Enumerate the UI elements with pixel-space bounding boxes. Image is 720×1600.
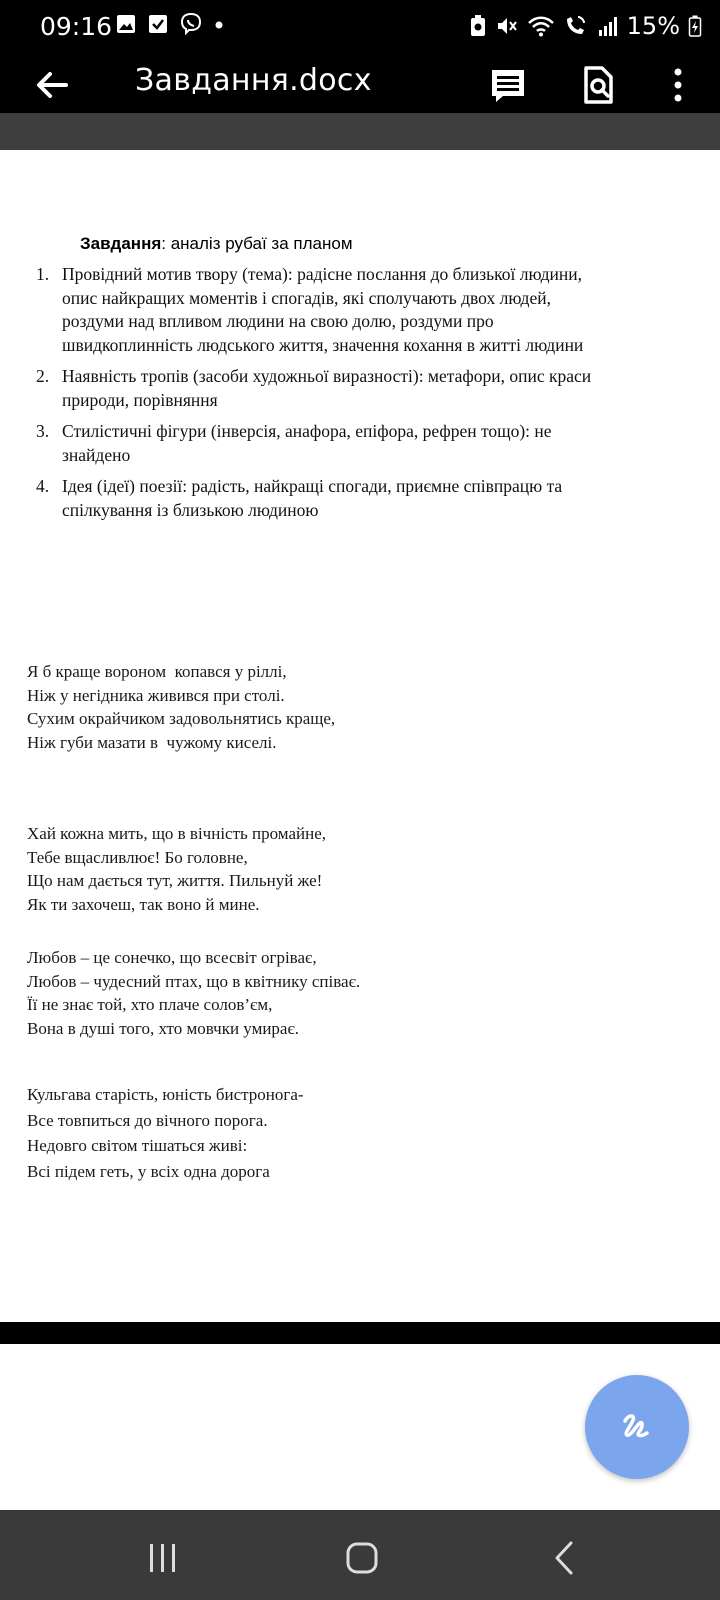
plan-item-number: 4. xyxy=(36,476,50,496)
gallery-icon xyxy=(115,13,137,35)
document-page xyxy=(0,150,720,1322)
plan-item xyxy=(36,475,686,522)
plan-line: знайдено xyxy=(62,444,131,465)
recents-icon[interactable] xyxy=(143,1538,183,1578)
system-icons xyxy=(469,12,702,40)
task-heading-text: : аналіз рубаї за планом xyxy=(161,234,353,253)
plan-line: Ідея (ідеї) поезії: радість, найкращі спогади, приємне співпрацю та xyxy=(62,476,563,496)
battery-saver-icon xyxy=(469,14,487,38)
task-heading-bold: Завдання xyxy=(80,234,162,253)
plan-line: спілкування із близькою людиною xyxy=(62,499,319,520)
status-time: 09:16 xyxy=(40,12,113,41)
battery-percent: 15% xyxy=(626,12,680,40)
viber-icon xyxy=(179,12,203,36)
verse-line: Вона в душі того, хто мовчки умирає. xyxy=(27,1018,300,1038)
verse-line: Кульгава старість, юність бистронога- xyxy=(27,1085,304,1104)
verse-line: Ніж губи мазати в чужому киселі. xyxy=(27,732,277,752)
verse-line: Ніж у негідника живився при столі. xyxy=(27,685,285,705)
check-icon xyxy=(147,13,169,35)
stanza-4 xyxy=(27,1082,304,1184)
plan-line: Провідний мотив твору (тема): радісне послання до близької людини, xyxy=(62,264,583,284)
mute-icon xyxy=(495,14,519,38)
plan-line: Наявність тропів (засоби художньої виразності): метафори, опис краси xyxy=(62,366,592,386)
verse-line: Хай кожна мить, що в вічність промайне, xyxy=(27,824,326,843)
battery-icon xyxy=(688,14,702,38)
verse-line: Її не знає той, хто плаче солов’єм, xyxy=(27,995,273,1014)
verse-line: Тебе вщасливлює! Бо головне, xyxy=(27,847,248,867)
back-nav-icon[interactable] xyxy=(547,1538,587,1578)
plan-item-number: 1. xyxy=(36,264,50,284)
plan-line: природи, порівняння xyxy=(62,389,218,410)
verse-line: Недовго світом тішаться живі: xyxy=(27,1136,248,1155)
toolbar-divider xyxy=(0,113,720,150)
verse-line: Любов – чудесний птах, що в квітнику співає. xyxy=(27,971,361,991)
app-bar xyxy=(0,55,720,113)
plan-line: опис найкращих моментів і спогадів, які сполучають двох людей, xyxy=(62,287,551,308)
annotate-icon xyxy=(615,1405,659,1449)
plan-item xyxy=(36,420,686,467)
task-heading xyxy=(80,234,353,254)
wifi-icon xyxy=(527,14,555,38)
plan-item-number: 3. xyxy=(36,421,50,441)
verse-line: Всі підем геть, у всіх одна дорога xyxy=(27,1161,270,1181)
find-in-document-icon[interactable] xyxy=(578,65,618,105)
dot-icon xyxy=(213,13,225,35)
back-arrow-icon[interactable] xyxy=(32,65,72,105)
verse-line: Що нам дається тут, життя. Пильнуй же! xyxy=(27,871,323,890)
plan-item xyxy=(36,263,686,357)
document-title: Завдання.docx xyxy=(135,63,372,98)
stanza-1 xyxy=(27,660,335,754)
stanza-3 xyxy=(27,946,360,1040)
navigation-bar xyxy=(0,1510,720,1600)
plan-line: роздуми над впливом людини на свою долю, роздуми про xyxy=(62,311,494,331)
call-icon xyxy=(563,14,589,38)
plan-line: швидкоплинність людського життя, значення кохання в житті людини xyxy=(62,334,584,355)
comments-icon[interactable] xyxy=(488,65,528,105)
verse-line: Любов – це сонечко, що всесвіт огріває, xyxy=(27,948,317,967)
verse-line: Все товпиться до вічного порога. xyxy=(27,1110,268,1130)
page-separator xyxy=(0,1322,720,1344)
stanza-2 xyxy=(27,822,326,916)
plan-item-number: 2. xyxy=(36,366,50,386)
plan-item xyxy=(36,365,686,412)
verse-line: Сухим окрайчиком задовольнятись краще, xyxy=(27,709,336,728)
plan-line: Стилістичні фігури (інверсія, анафора, епіфора, рефрен тощо): не xyxy=(62,421,552,441)
verse-line: Як ти захочеш, так воно й мине. xyxy=(27,894,260,914)
annotate-button[interactable] xyxy=(585,1375,689,1479)
notification-icons xyxy=(115,12,225,36)
signal-icon xyxy=(597,14,619,38)
plan-list xyxy=(36,263,686,530)
verse-line: Я б краще вороном копався у ріллі, xyxy=(27,662,287,681)
more-options-icon[interactable] xyxy=(658,65,698,105)
status-bar xyxy=(0,0,720,55)
home-icon[interactable] xyxy=(343,1538,383,1578)
